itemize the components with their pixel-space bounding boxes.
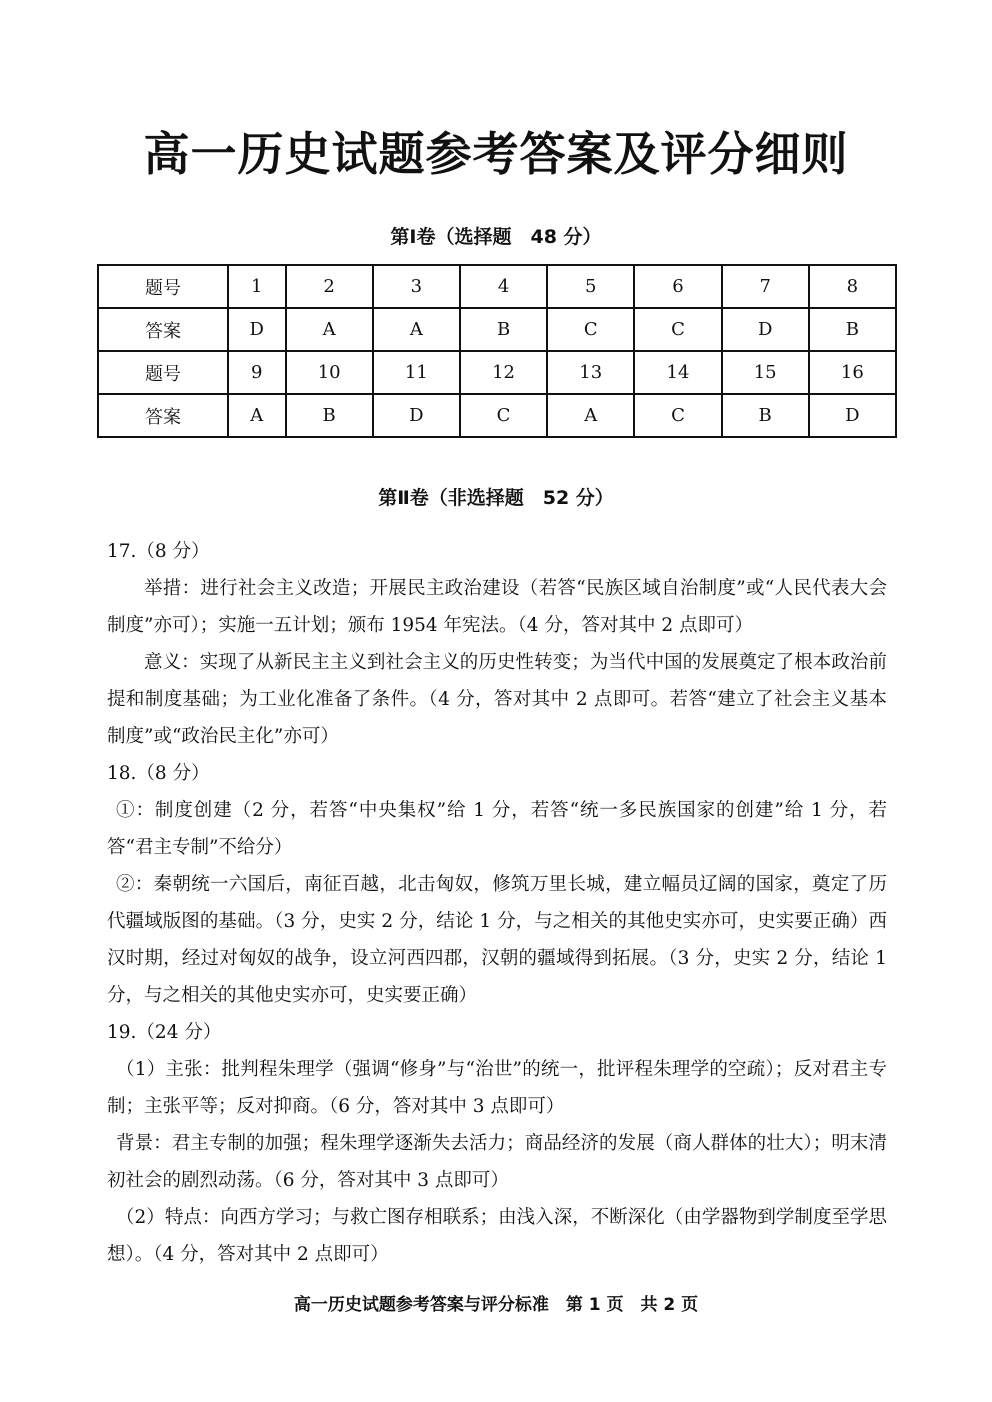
q19-features: （2）特点：向西方学习；与救亡图存相联系；由浅入深，不断深化（由学器物到学制度至学思想）。（4 分，答对其中 2 点即可） xyxy=(107,1207,887,1265)
q17-heading: 17.（8 分） xyxy=(107,541,210,562)
table-cell: 2 xyxy=(286,265,373,308)
row-label-cell: 题号 xyxy=(98,351,228,394)
table-cell: A xyxy=(373,308,460,351)
table-row xyxy=(98,265,896,308)
table-cell: 6 xyxy=(634,265,721,308)
part1-heading: 第Ⅰ卷（选择题 48 分） xyxy=(390,226,602,248)
page-footer: 高一历史试题参考答案与评分标准 第 1 页 共 2 页 xyxy=(293,1295,699,1315)
table-cell: 10 xyxy=(286,351,373,394)
table-cell: C xyxy=(634,394,721,437)
table-cell: A xyxy=(286,308,373,351)
table-cell: 1 xyxy=(228,265,286,308)
table-row xyxy=(98,308,896,351)
table-row xyxy=(98,394,896,437)
table-cell: 11 xyxy=(373,351,460,394)
table-cell: B xyxy=(722,394,809,437)
table-cell: 7 xyxy=(722,265,809,308)
row-label-cell: 答案 xyxy=(98,308,228,351)
table-cell: A xyxy=(547,394,634,437)
q19-claims: （1）主张：批判程朱理学（强调“修身”与“治世”的统一，批评程朱理学的空疏）；反对君主专制；主张平等；反对抑商。（6 分，答对其中 3 点即可） xyxy=(107,1059,887,1117)
table-cell: C xyxy=(460,394,547,437)
table-cell: 4 xyxy=(460,265,547,308)
table-cell: D xyxy=(228,308,286,351)
answer-table xyxy=(97,264,897,438)
table-cell: 15 xyxy=(722,351,809,394)
table-cell: B xyxy=(460,308,547,351)
table-cell: D xyxy=(809,394,896,437)
q18-part1: ①：制度创建（2 分，若答“中央集权”给 1 分，若答“统一多民族国家的创建”给 1 分，若答“君主专制”不给分） xyxy=(107,800,887,858)
part2-heading: 第Ⅱ卷（非选择题 52 分） xyxy=(378,487,614,509)
table-cell: 9 xyxy=(228,351,286,394)
table-cell: C xyxy=(547,308,634,351)
table-cell: C xyxy=(634,308,721,351)
page-title: 高一历史试题参考答案及评分细则 xyxy=(143,127,849,181)
table-cell: 5 xyxy=(547,265,634,308)
row-label-cell: 答案 xyxy=(98,394,228,437)
table-row xyxy=(98,351,896,394)
table-cell: 12 xyxy=(460,351,547,394)
q18-part2: ②：秦朝统一六国后，南征百越，北击匈奴，修筑万里长城，建立幅员辽阔的国家，奠定了历代疆域版图的基础。（3 分，史实 2 分，结论 1 分，与之相关的其他史实亦可，史实要正确）西汉时期，经过对匈奴的战争，设立河西四郡，汉朝的疆域得到拓展。（3 分，史实 2 分，结论 1 分，与之相关的其他史实亦可，史实要正确） xyxy=(107,874,887,1006)
table-cell: 16 xyxy=(809,351,896,394)
q19-heading: 19.（24 分） xyxy=(107,1022,222,1043)
table-cell: B xyxy=(286,394,373,437)
table-cell: 14 xyxy=(634,351,721,394)
answer-body xyxy=(107,533,887,1273)
table-cell: 8 xyxy=(809,265,896,308)
table-cell: 13 xyxy=(547,351,634,394)
row-label-cell: 题号 xyxy=(98,265,228,308)
table-cell: A xyxy=(228,394,286,437)
table-cell: 3 xyxy=(373,265,460,308)
table-cell: D xyxy=(722,308,809,351)
table-cell: D xyxy=(373,394,460,437)
q17-measures: 举措：进行社会主义改造；开展民主政治建设（若答“民族区域自治制度”或“人民代表大会制度”亦可）；实施一五计划；颁布 1954 年宪法。（4 分，答对其中 2 点即可） xyxy=(107,578,887,636)
q17-significance: 意义：实现了从新民主主义到社会主义的历史性转变；为当代中国的发展奠定了根本政治前提和制度基础；为工业化准备了条件。（4 分，答对其中 2 点即可。若答“建立了社会主义基本制度”或“政治民主化”亦可） xyxy=(107,652,887,747)
q18-heading: 18.（8 分） xyxy=(107,763,210,784)
table-cell: B xyxy=(809,308,896,351)
q19-background: 背景：君主专制的加强；程朱理学逐渐失去活力；商品经济的发展（商人群体的壮大）；明末清初社会的剧烈动荡。（6 分，答对其中 3 点即可） xyxy=(107,1133,887,1191)
